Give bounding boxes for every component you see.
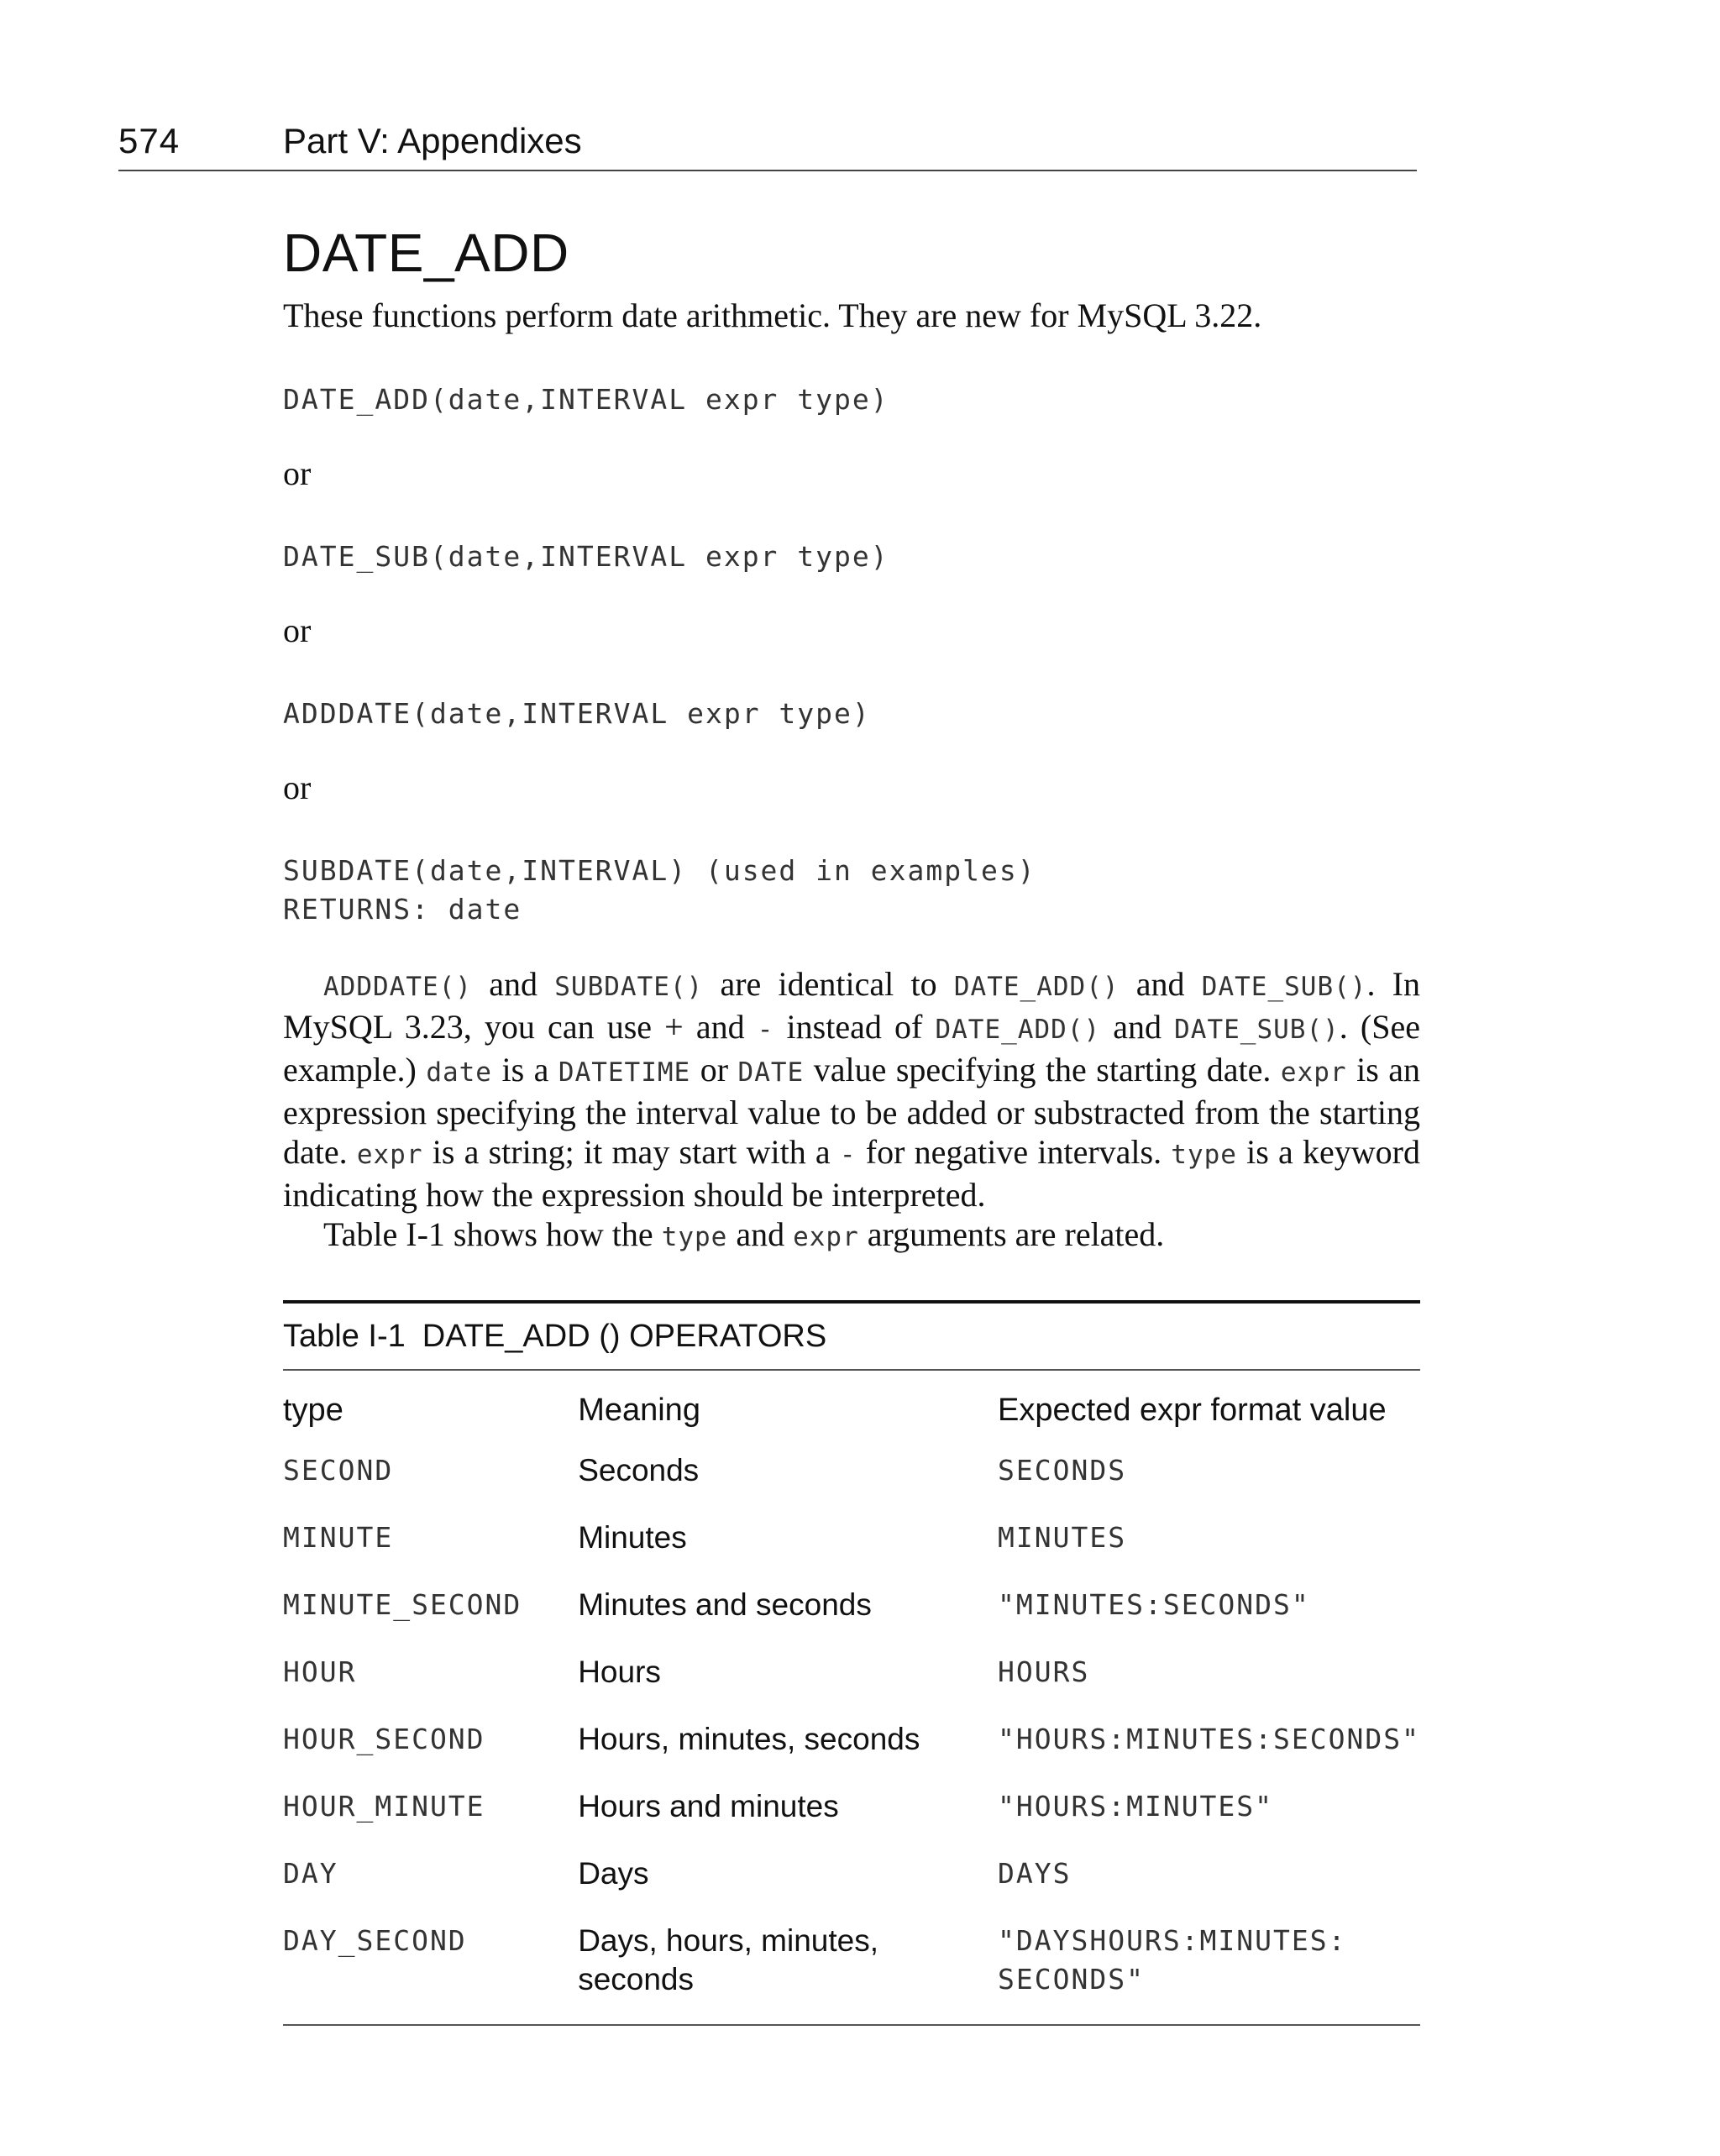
syntax-date-add: DATE_ADD(date,INTERVAL expr type) (283, 383, 889, 416)
column-header-type: type (283, 1393, 343, 1428)
explanation-paragraph: ADDDATE() and SUBDATE() are identical to DATE_ADD() and DATE_SUB(). In MySQL 3.23, you can use + and - instead of DATE_ADD() and DATE_SUB(). (See example.) date is a DATETIME or DATE value specifying the starting date. expr is an expression specifying the interval value to be added or substracted from the starting date. expr is a string; it may start with a - for negative intervals. type is a keyword indicating how the expression should be interpreted. (283, 965, 1421, 1214)
type-cell: MINUTE_SECOND (283, 1588, 522, 1621)
meaning-cell: Days, hours, minutes, seconds (578, 1923, 878, 1996)
format-cell: HOURS (998, 1655, 1090, 1688)
format-cell: "HOURS:MINUTES:SECONDS" (998, 1723, 1420, 1755)
table-row (283, 1846, 1420, 1913)
syntax-subdate: SUBDATE(date,INTERVAL) (used in examples) (283, 854, 1036, 887)
column-header-format: Expected expr format value (998, 1393, 1387, 1428)
table-row (283, 1913, 1420, 1999)
syntax-date-sub: DATE_SUB(date,INTERVAL expr type) (283, 540, 889, 573)
page-number: 574 (118, 121, 181, 160)
format-cell: "HOURS:MINUTES" (998, 1790, 1274, 1823)
table-caption-title: DATE_ADD () OPERATORS (422, 1319, 827, 1354)
type-cell: HOUR_SECOND (283, 1723, 485, 1755)
meaning-cell: Hours and minutes (578, 1789, 839, 1823)
body-text (283, 964, 1420, 1257)
or-separator: or (283, 611, 312, 649)
meaning-cell: Minutes (578, 1520, 687, 1555)
format-cell: MINUTES (998, 1521, 1127, 1554)
type-cell: MINUTE (283, 1521, 394, 1554)
type-cell: DAY_SECOND (283, 1924, 467, 1957)
table-reference-paragraph: Table I-1 shows how the type and expr arguments are related. (323, 1215, 1165, 1253)
part-title: Part V: Appendixes (283, 121, 582, 160)
meaning-cell: Days (578, 1856, 649, 1891)
table-row (283, 1443, 1420, 1510)
type-cell: HOUR (283, 1655, 357, 1688)
table-row (283, 1510, 1420, 1577)
or-separator: or (283, 454, 312, 492)
intro-paragraph: These functions perform date arithmetic. They are new for MySQL 3.22. (283, 296, 1262, 334)
table-caption (283, 1304, 1420, 1371)
format-cell: "DAYSHOURS:MINUTES: SECONDS" (998, 1924, 1347, 1996)
table-bottom-rule (283, 2024, 1420, 2026)
meaning-cell: Minutes and seconds (578, 1587, 872, 1622)
type-cell: HOUR_MINUTE (283, 1790, 485, 1823)
type-cell: DAY (283, 1857, 338, 1890)
section-title: DATE_ADD (283, 223, 569, 283)
operators-table (283, 1393, 1420, 1999)
format-cell: DAYS (998, 1857, 1072, 1890)
table-header-row (283, 1393, 1420, 1443)
running-head (118, 118, 1417, 171)
format-cell: SECONDS (998, 1454, 1127, 1487)
table-caption-number: I-1 (368, 1319, 406, 1354)
table-row (283, 1645, 1420, 1712)
syntax-adddate: ADDDATE(date,INTERVAL expr type) (283, 697, 871, 730)
meaning-cell: Seconds (578, 1453, 700, 1487)
format-cell: "MINUTES:SECONDS" (998, 1588, 1310, 1621)
table-caption-label: Table (283, 1319, 359, 1354)
meaning-cell: Hours (578, 1655, 661, 1689)
or-separator: or (283, 769, 312, 806)
syntax-returns: RETURNS: date (283, 893, 522, 926)
column-header-meaning: Meaning (578, 1393, 700, 1428)
operators-table-block (283, 1300, 1420, 2026)
table-row (283, 1779, 1420, 1846)
table-row (283, 1577, 1420, 1645)
type-cell: SECOND (283, 1454, 394, 1487)
table-row (283, 1712, 1420, 1779)
meaning-cell: Hours, minutes, seconds (578, 1722, 920, 1756)
